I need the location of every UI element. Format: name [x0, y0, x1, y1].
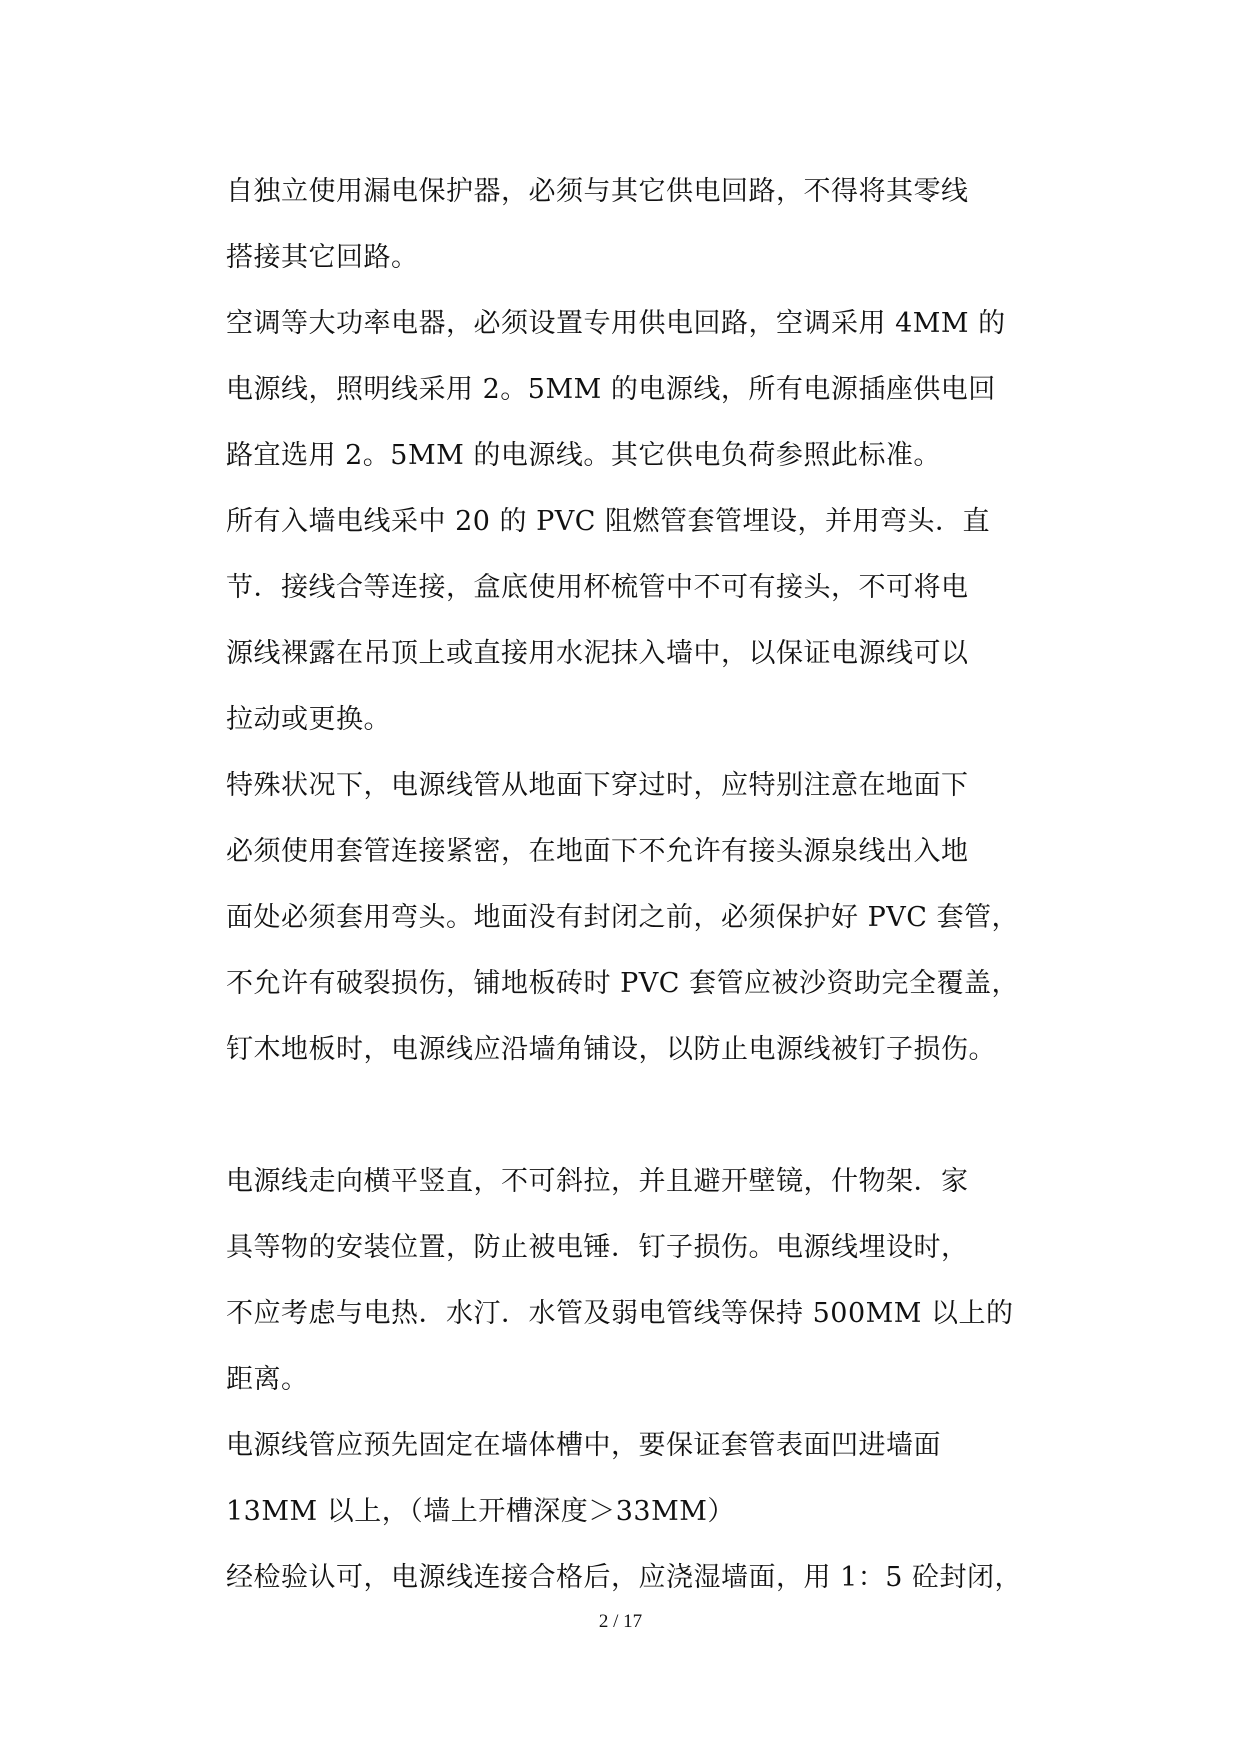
body-text-line: 空调等大功率电器，必须设置专用供电回路，空调采用 4MM 的 — [226, 308, 1006, 339]
body-text-line: 13MM 以上，（墙上开槽深度＞33MM） — [226, 1496, 735, 1527]
body-text-line: 不应考虑与电热．水汀．水管及弱电管线等保持 500MM 以上的 — [226, 1298, 1014, 1329]
body-text-line: 路宜选用 2。5MM 的电源线。其它供电负荷参照此标准。 — [226, 440, 941, 471]
body-text-line: 自独立使用漏电保护器，必须与其它供电回路，不得将其零线 — [226, 176, 969, 207]
body-text-line: 具等物的安装位置，防止被电锤．钉子损伤。电源线埋设时， — [226, 1232, 969, 1263]
body-text-line: 特殊状况下，电源线管从地面下穿过时，应特别注意在地面下 — [226, 770, 969, 801]
body-text-line: 钉木地板时，电源线应沿墙角铺设，以防止电源线被钉子损伤。 — [226, 1034, 996, 1065]
body-text-line: 面处必须套用弯头。地面没有封闭之前，必须保护好 PVC 套管， — [226, 902, 1019, 933]
body-text-line: 距离。 — [226, 1364, 309, 1395]
body-text-line: 经检验认可，电源线连接合格后，应浇湿墙面，用 1：5 砼封闭， — [226, 1562, 1023, 1593]
body-text-line: 电源线走向横平竖直，不可斜拉，并且避开壁镜，什物架．家 — [226, 1166, 969, 1197]
body-text-line: 源线裸露在吊顶上或直接用水泥抹入墙中，以保证电源线可以 — [226, 638, 969, 669]
page-number: 2 / 17 — [598, 1611, 643, 1632]
body-text-line: 电源线管应预先固定在墙体槽中，要保证套管表面凹进墙面 — [226, 1430, 941, 1461]
body-text-line: 所有入墙电线采中 20 的 PVC 阻燃管套管埋设，并用弯头．直 — [226, 506, 991, 537]
body-text-line: 电源线，照明线采用 2。5MM 的电源线，所有电源插座供电回 — [226, 374, 996, 405]
body-text-line: 搭接其它回路。 — [226, 242, 419, 273]
body-text-line: 不允许有破裂损伤，铺地板砖时 PVC 套管应被沙资助完全覆盖， — [226, 968, 1019, 999]
body-text-line: 必须使用套管连接紧密，在地面下不允许有接头源泉线出入地 — [226, 836, 969, 867]
body-text-line: 节．接线合等连接，盒底使用杯梳管中不可有接头，不可将电 — [226, 572, 969, 603]
body-text-line: 拉动或更换。 — [226, 704, 391, 735]
